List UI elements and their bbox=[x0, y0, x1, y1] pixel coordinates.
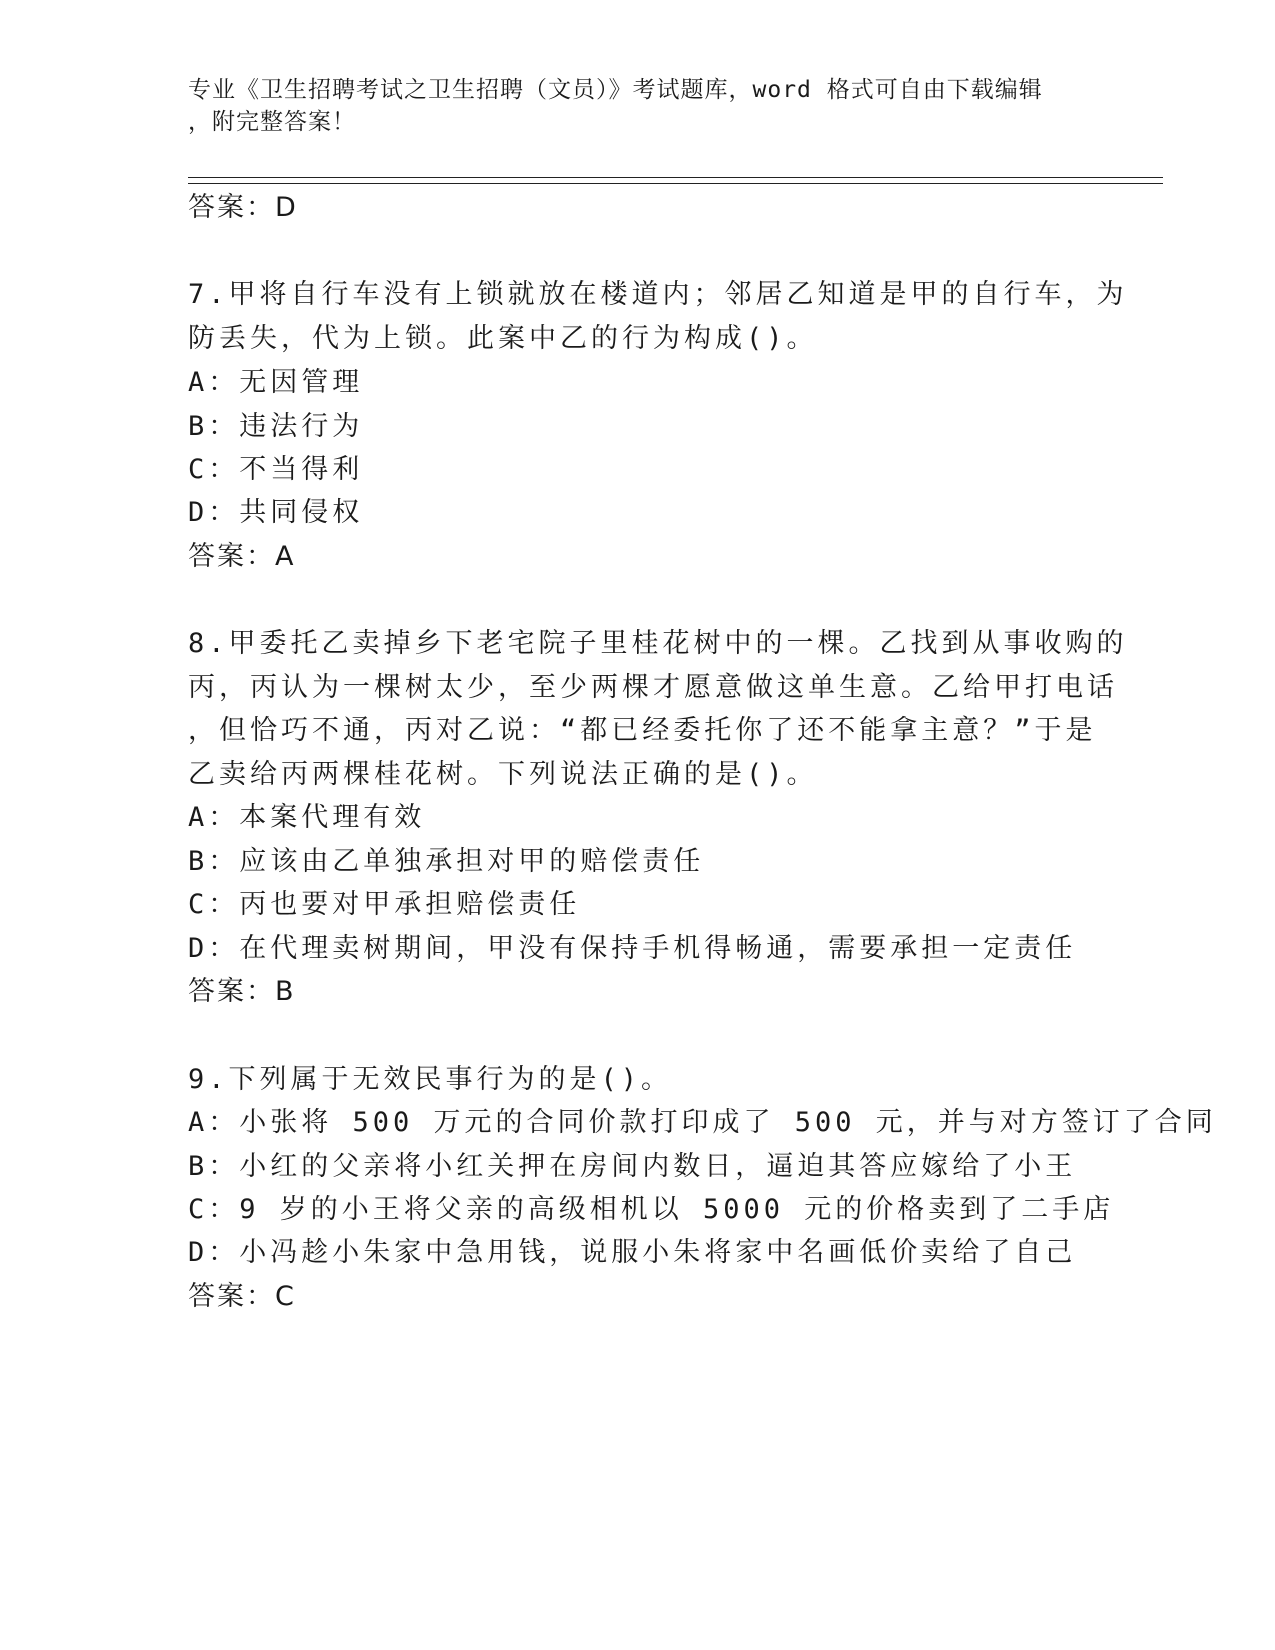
q9-answer: 答案：C bbox=[188, 1281, 296, 1312]
q7-option-c: C：不当得利 bbox=[188, 454, 364, 485]
q7-option-a: A：无因管理 bbox=[188, 367, 364, 398]
header-line-1: 专业《卫生招聘考试之卫生招聘（文员）》考试题库，word 格式可自由下载编辑 bbox=[188, 77, 1043, 103]
q9-option-b: B：小红的父亲将小红关押在房间内数日，逼迫其答应嫁给了小王 bbox=[188, 1151, 1077, 1182]
q9-option-d: D：小冯趁小朱家中急用钱，说服小朱将家中名画低价卖给了自己 bbox=[188, 1237, 1077, 1268]
q8-answer: 答案：B bbox=[188, 976, 296, 1007]
header-divider-bottom bbox=[188, 183, 1163, 184]
q8-stem-line-1: 8.甲委托乙卖掉乡下老宅院子里桂花树中的一棵。乙找到从事收购的 bbox=[188, 628, 1128, 659]
header-divider-top bbox=[188, 177, 1163, 178]
answer-prev: 答案：D bbox=[188, 192, 298, 223]
q8-option-d: D：在代理卖树期间，甲没有保持手机得畅通，需要承担一定责任 bbox=[188, 933, 1077, 964]
q7-option-d: D：共同侵权 bbox=[188, 497, 364, 528]
q8-option-b: B：应该由乙单独承担对甲的赔偿责任 bbox=[188, 846, 705, 877]
q8-option-c: C：丙也要对甲承担赔偿责任 bbox=[188, 889, 581, 920]
q8-stem-line-2: 丙，丙认为一棵树太少，至少两棵才愿意做这单生意。乙给甲打电话 bbox=[188, 672, 1118, 703]
q9-option-c: C：9 岁的小王将父亲的高级相机以 5000 元的价格卖到了二手店 bbox=[188, 1194, 1115, 1225]
q7-option-b: B：违法行为 bbox=[188, 411, 364, 442]
q9-stem-line-1: 9.下列属于无效民事行为的是()。 bbox=[188, 1064, 673, 1095]
document-header bbox=[188, 74, 1088, 138]
q8-stem-line-4: 乙卖给丙两棵桂花树。下列说法正确的是()。 bbox=[188, 759, 818, 790]
q8-stem-line-3: ，但恰巧不通，丙对乙说：“都已经委托你了还不能拿主意？”于是 bbox=[188, 715, 1097, 746]
q7-stem-line-1: 7.甲将自行车没有上锁就放在楼道内；邻居乙知道是甲的自行车，为 bbox=[188, 279, 1128, 310]
q9-option-a: A：小张将 500 万元的合同价款打印成了 500 元，并与对方签订了合同 bbox=[188, 1107, 1217, 1138]
q7-answer: 答案：A bbox=[188, 541, 296, 572]
header-line-2: ，附完整答案！ bbox=[188, 109, 356, 135]
q8-option-a: A：本案代理有效 bbox=[188, 802, 426, 833]
q7-stem-line-2: 防丢失，代为上锁。此案中乙的行为构成()。 bbox=[188, 323, 818, 354]
